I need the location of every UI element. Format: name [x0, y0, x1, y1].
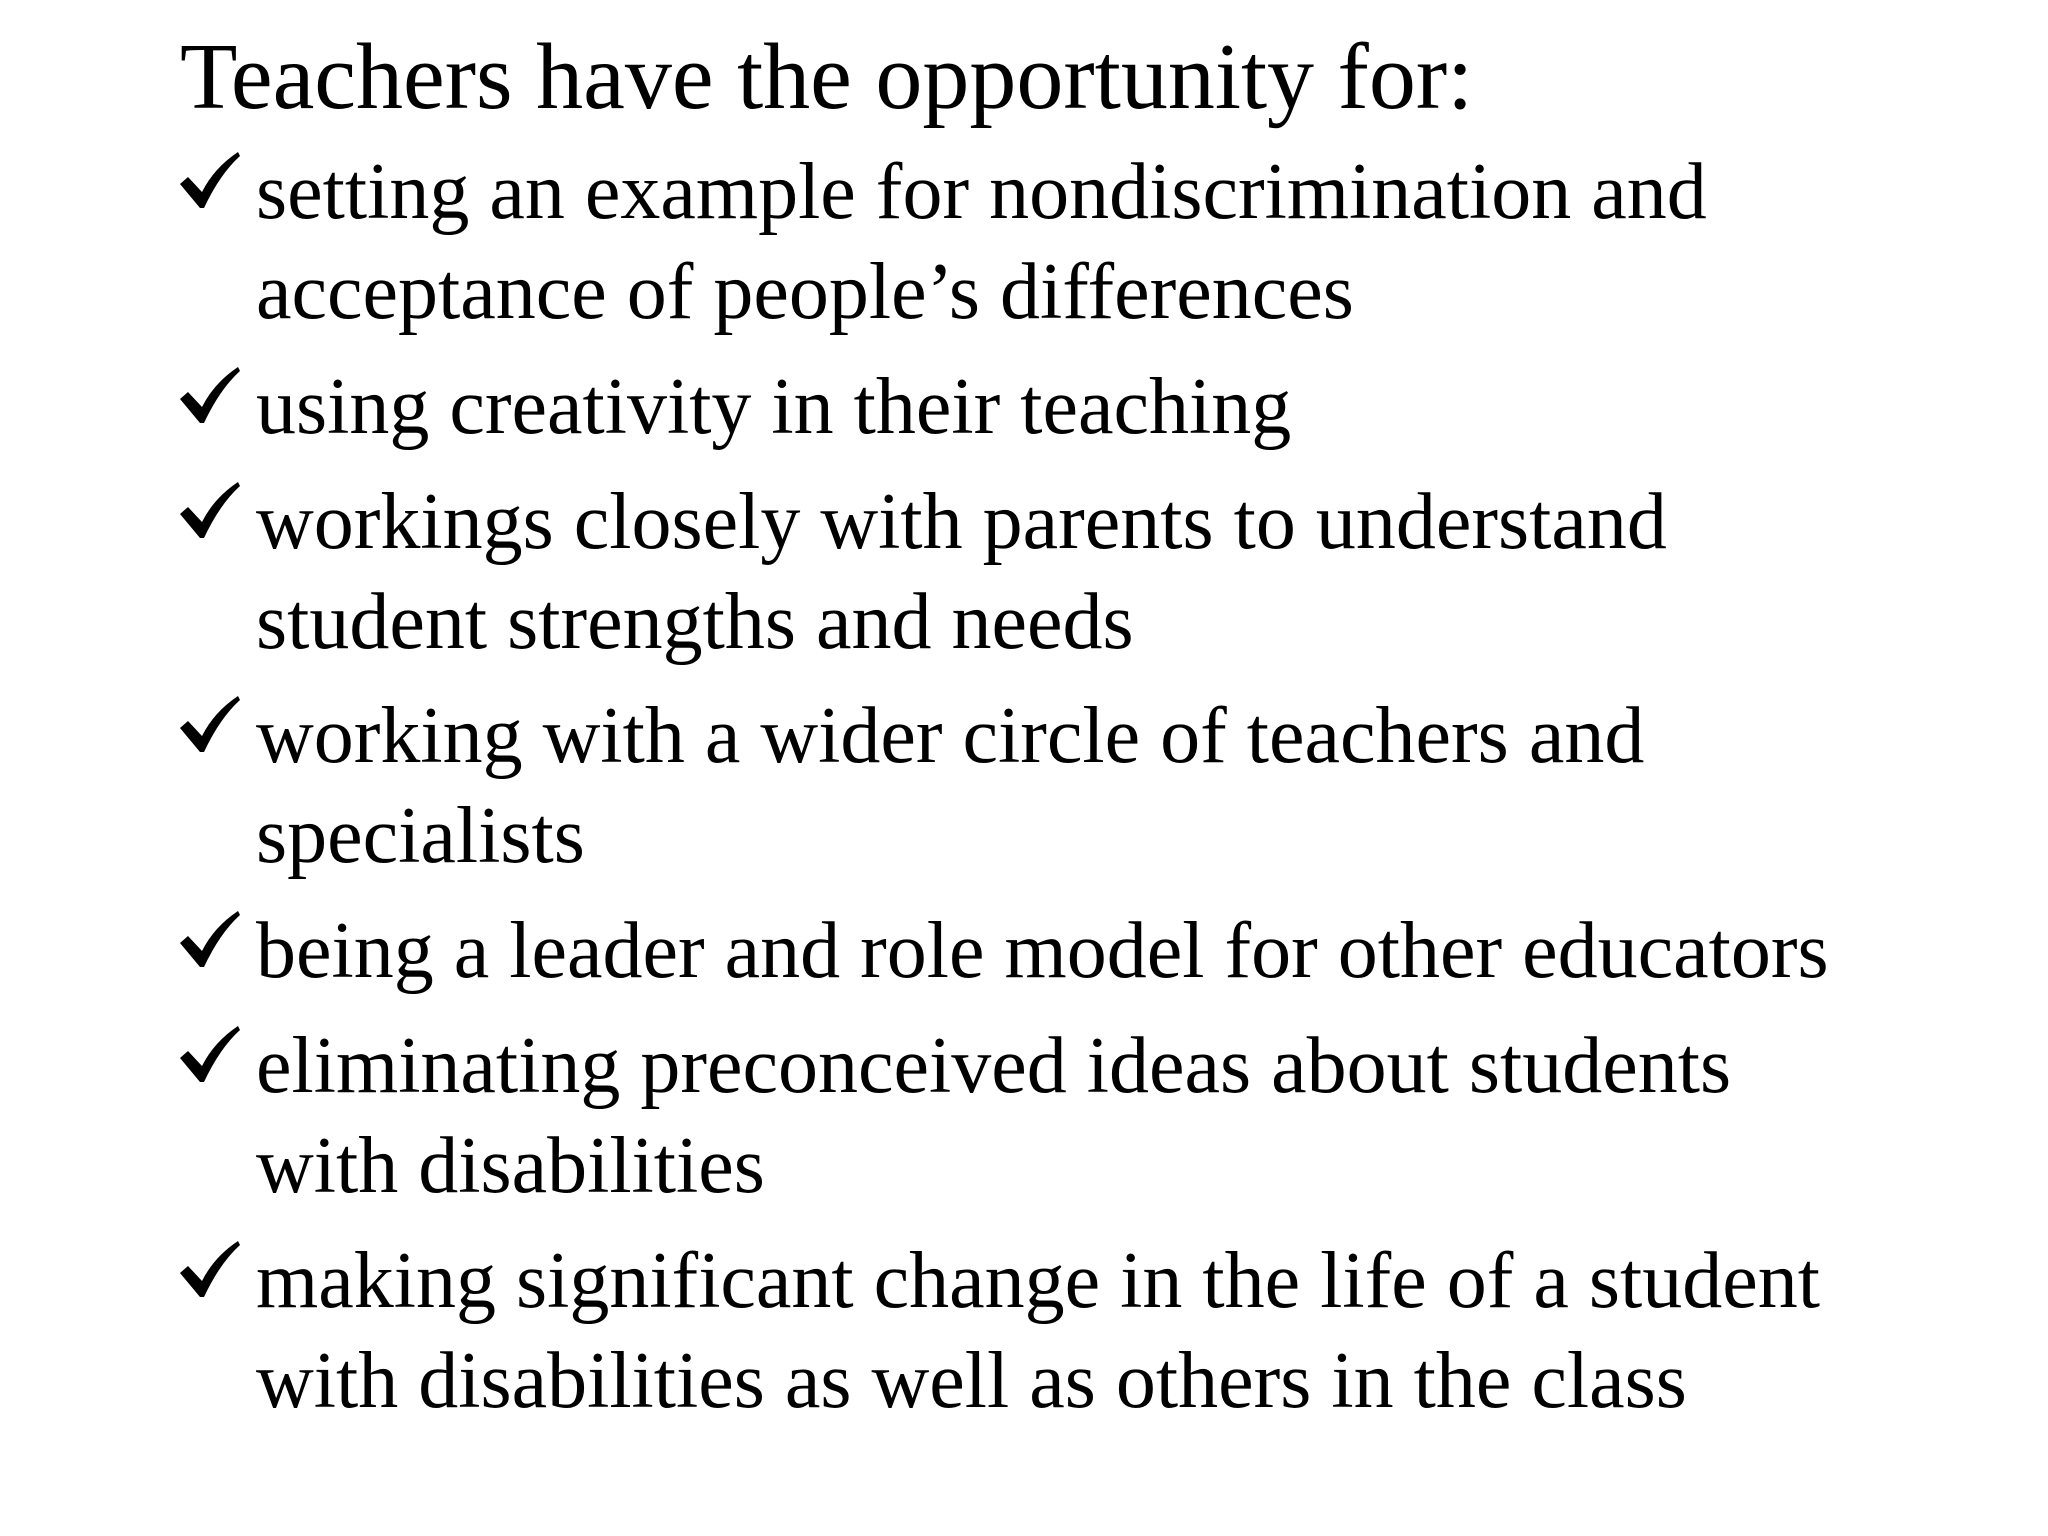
check-icon: [176, 365, 242, 427]
check-icon: [176, 1024, 242, 1086]
check-icon: [176, 909, 242, 971]
bullet-text: eliminating preconceived ideas about students with disabilities: [256, 1022, 1732, 1210]
check-icon: [176, 150, 242, 212]
bullet-text: being a leader and role model for other educators: [256, 907, 1829, 995]
check-icon: [176, 1239, 242, 1301]
slide-heading: Teachers have the opportunity for:: [180, 25, 1474, 129]
bullet-text: making significant change in the life of a student with disabilities as well as others in the class: [256, 1237, 1820, 1425]
bullet-text: using creativity in their teaching: [256, 363, 1292, 451]
check-icon: [176, 480, 242, 542]
check-icon: [176, 694, 242, 756]
bullet-text: workings closely with parents to understand student strengths and needs: [256, 478, 1667, 666]
bullet-text: working with a wider circle of teachers and specialists: [256, 692, 1645, 880]
bullet-text: setting an example for nondiscrimination and acceptance of people’s differences: [256, 148, 1707, 336]
